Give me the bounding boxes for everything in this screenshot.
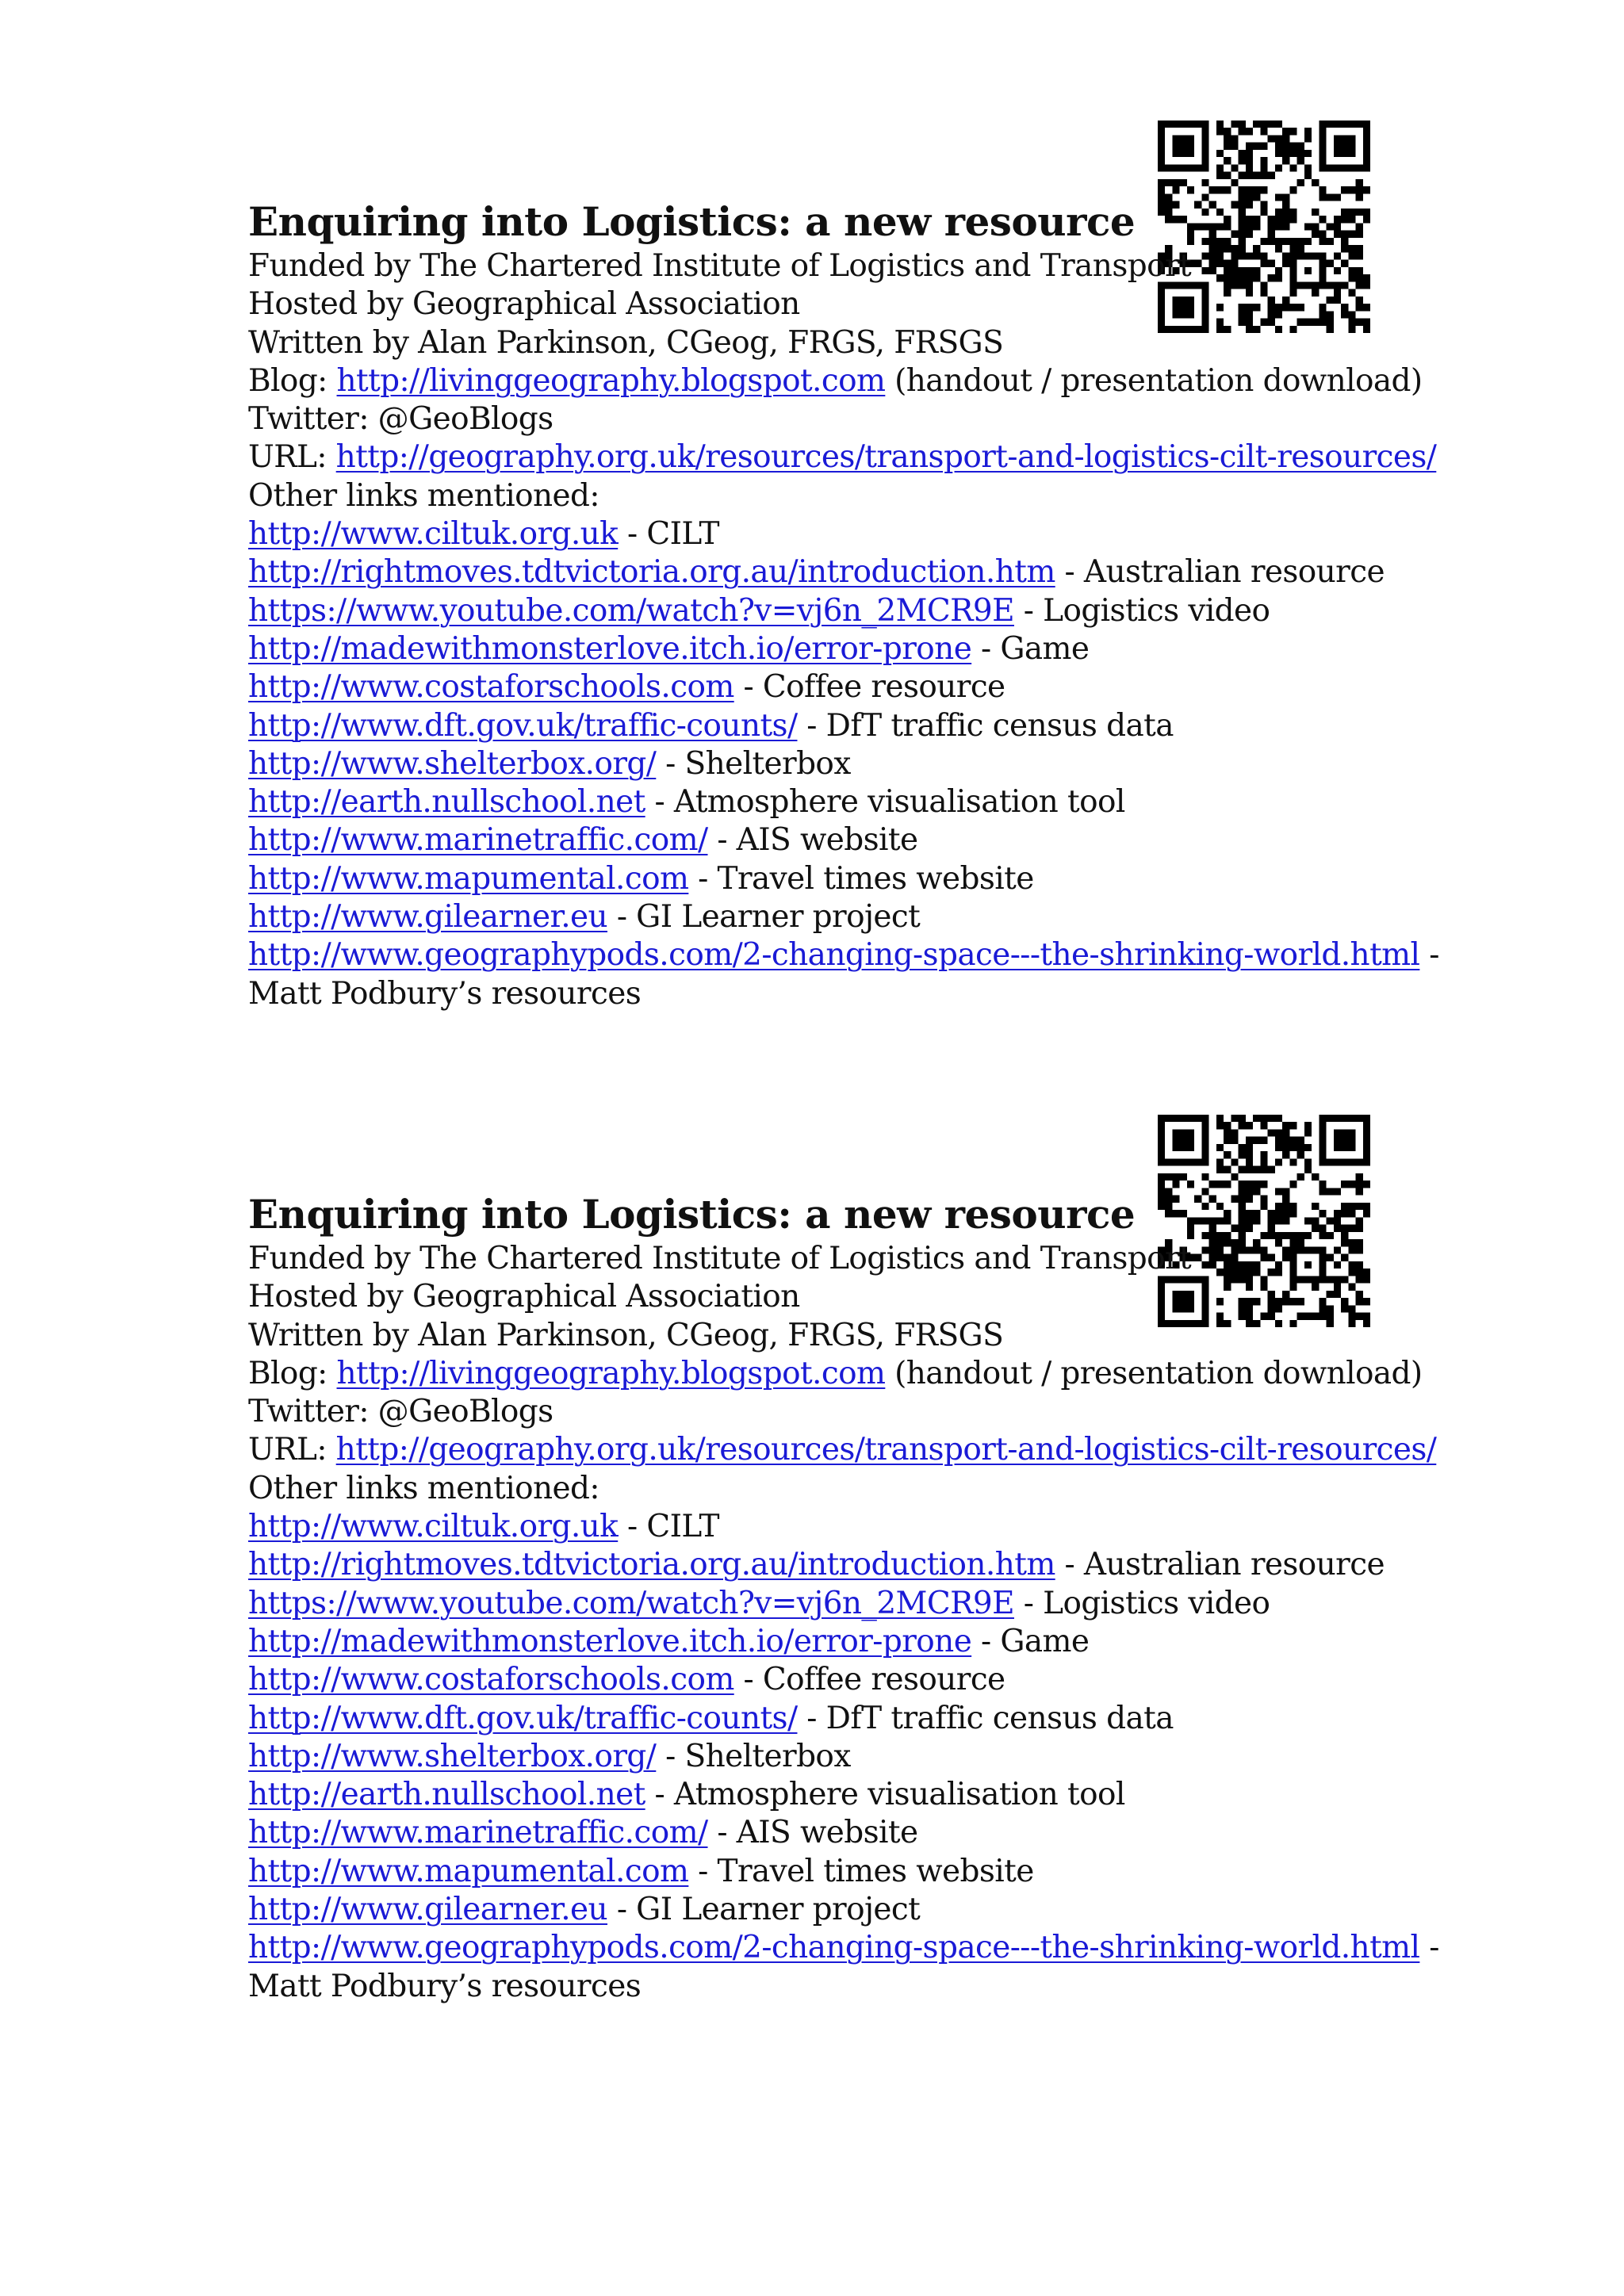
- link-shelterbox[interactable]: http://www.shelterbox.org/: [248, 745, 657, 782]
- link-description: - GI Learner project: [607, 899, 921, 936]
- link-description: - Travel times website: [688, 860, 1034, 897]
- link-description: - Coffee resource: [733, 669, 1005, 706]
- list-item: [248, 1776, 1390, 1814]
- blog-line: [248, 362, 1423, 400]
- funded-line: Funded by The Chartered Institute of Logistics and Transport: [248, 248, 1192, 284]
- link-rightmoves[interactable]: http://rightmoves.tdtvictoria.org.au/introduction.htm: [248, 554, 1055, 591]
- resource-link[interactable]: http://geography.org.uk/resources/transport-and-logistics-cilt-resources/: [335, 439, 1437, 476]
- link-description: - CILT: [618, 516, 719, 553]
- link-mapumental[interactable]: http://www.mapumental.com: [248, 1853, 689, 1889]
- link-description: -: [1419, 937, 1439, 974]
- list-item: [248, 1929, 1439, 1967]
- link-ciltuk[interactable]: http://www.ciltuk.org.uk: [248, 516, 619, 553]
- list-item: [248, 783, 1390, 821]
- link-dft[interactable]: http://www.dft.gov.uk/traffic-counts/: [248, 707, 798, 744]
- list-item: [248, 630, 1390, 668]
- hosted-line: Hosted by Geographical Association: [248, 286, 800, 323]
- link-geographypods[interactable]: http://www.geographypods.com/2-changing-space---the-shrinking-world.html: [248, 1930, 1420, 1966]
- hosted-line: Hosted by Geographical Association: [248, 1279, 800, 1315]
- link-description: - CILT: [618, 1509, 719, 1545]
- link-marinetraffic[interactable]: http://www.marinetraffic.com/: [248, 1815, 708, 1851]
- list-item: [248, 898, 1390, 936]
- blog-label: Blog:: [248, 1355, 337, 1391]
- link-youtube[interactable]: https://www.youtube.com/watch?v=vj6n_2MCR9E: [248, 1585, 1014, 1621]
- blog-note: (handout / presentation download): [885, 362, 1423, 399]
- page-title: Enquiring into Logistics: a new resource: [248, 198, 1136, 245]
- link-rightmoves[interactable]: http://rightmoves.tdtvictoria.org.au/introduction.htm: [248, 1547, 1055, 1583]
- link-youtube[interactable]: https://www.youtube.com/watch?v=vj6n_2MCR9E: [248, 592, 1014, 629]
- blog-line: [248, 1355, 1423, 1393]
- author-line: Written by Alan Parkinson, CGeog, FRGS, FRSGS: [248, 1317, 1004, 1353]
- link-description: - Logistics video: [1013, 592, 1270, 629]
- link-description: - Australian resource: [1055, 554, 1385, 591]
- link-description: - Shelterbox: [656, 745, 851, 782]
- list-item: [248, 1661, 1390, 1699]
- list-item: [248, 860, 1390, 898]
- list-item: [248, 1546, 1390, 1584]
- blog-note: (handout / presentation download): [885, 1355, 1423, 1391]
- list-item: [248, 745, 1390, 783]
- link-description: - DfT traffic census data: [797, 707, 1174, 744]
- link-costa[interactable]: http://www.costaforschools.com: [248, 669, 734, 706]
- funded-line: Funded by The Chartered Institute of Logistics and Transport: [248, 1241, 1192, 1276]
- list-item: [248, 1891, 1390, 1929]
- blog-label: Blog:: [248, 362, 337, 399]
- list-item: [248, 707, 1390, 745]
- blog-link[interactable]: http://livinggeography.blogspot.com: [336, 362, 886, 399]
- link-description: - Game: [971, 630, 1090, 667]
- list-item: [248, 1585, 1390, 1623]
- link-description: - Coffee resource: [733, 1662, 1005, 1698]
- link-nullschool[interactable]: http://earth.nullschool.net: [248, 1777, 645, 1813]
- link-description: - Shelterbox: [656, 1738, 851, 1774]
- link-dft[interactable]: http://www.dft.gov.uk/traffic-counts/: [248, 1700, 798, 1736]
- url-label: URL:: [248, 1432, 336, 1468]
- link-nullschool[interactable]: http://earth.nullschool.net: [248, 784, 645, 821]
- resource-link[interactable]: http://geography.org.uk/resources/transport-and-logistics-cilt-resources/: [335, 1432, 1437, 1468]
- twitter-line: Twitter: @GeoBlogs: [248, 401, 553, 438]
- url-line: [248, 1431, 1437, 1469]
- link-description: - Logistics video: [1013, 1585, 1270, 1621]
- list-item: [248, 553, 1390, 591]
- author-line: Written by Alan Parkinson, CGeog, FRGS, FRSGS: [248, 324, 1004, 361]
- link-description: - AIS website: [707, 1815, 918, 1851]
- handout-block: [248, 197, 1439, 1013]
- link-ciltuk[interactable]: http://www.ciltuk.org.uk: [248, 1509, 619, 1545]
- link-description: -: [1419, 1930, 1439, 1966]
- link-description: - GI Learner project: [607, 1892, 921, 1928]
- link-error-prone[interactable]: http://madewithmonsterlove.itch.io/error-prone: [248, 630, 972, 667]
- blog-link[interactable]: http://livinggeography.blogspot.com: [336, 1355, 886, 1391]
- list-item: [248, 1700, 1390, 1738]
- link-gilearner[interactable]: http://www.gilearner.eu: [248, 899, 608, 936]
- list-item: [248, 1738, 1390, 1776]
- link-marinetraffic[interactable]: http://www.marinetraffic.com/: [248, 822, 708, 859]
- list-item: [248, 936, 1439, 974]
- list-item: [248, 1508, 1390, 1546]
- link-mapumental[interactable]: http://www.mapumental.com: [248, 860, 689, 897]
- link-description: - Atmosphere visualisation tool: [645, 784, 1125, 821]
- list-item: [248, 1814, 1390, 1852]
- link-description: - DfT traffic census data: [797, 1700, 1174, 1736]
- page-title: Enquiring into Logistics: a new resource: [248, 1191, 1136, 1238]
- last-line: Matt Podbury’s resources: [248, 975, 642, 1012]
- list-item: [248, 1853, 1390, 1891]
- link-description: - Game: [971, 1623, 1090, 1659]
- twitter-line: Twitter: @GeoBlogs: [248, 1394, 553, 1430]
- link-geographypods[interactable]: http://www.geographypods.com/2-changing-space---the-shrinking-world.html: [248, 937, 1420, 974]
- link-shelterbox[interactable]: http://www.shelterbox.org/: [248, 1738, 657, 1774]
- last-line: Matt Podbury’s resources: [248, 1968, 642, 2004]
- link-description: - Australian resource: [1055, 1547, 1385, 1583]
- link-error-prone[interactable]: http://madewithmonsterlove.itch.io/error-prone: [248, 1623, 972, 1659]
- handout-block: [248, 1189, 1439, 2006]
- list-item: [248, 515, 1390, 553]
- link-costa[interactable]: http://www.costaforschools.com: [248, 1662, 734, 1698]
- link-description: - Atmosphere visualisation tool: [645, 1777, 1125, 1813]
- link-gilearner[interactable]: http://www.gilearner.eu: [248, 1892, 608, 1928]
- url-label: URL:: [248, 439, 336, 476]
- other-links-heading: Other links mentioned:: [248, 477, 599, 514]
- list-item: [248, 592, 1390, 630]
- list-item: [248, 1623, 1390, 1661]
- link-description: - Travel times website: [688, 1853, 1034, 1889]
- other-links-heading: Other links mentioned:: [248, 1470, 599, 1506]
- url-line: [248, 438, 1437, 476]
- list-item: [248, 668, 1390, 706]
- link-description: - AIS website: [707, 822, 918, 859]
- list-item: [248, 821, 1390, 859]
